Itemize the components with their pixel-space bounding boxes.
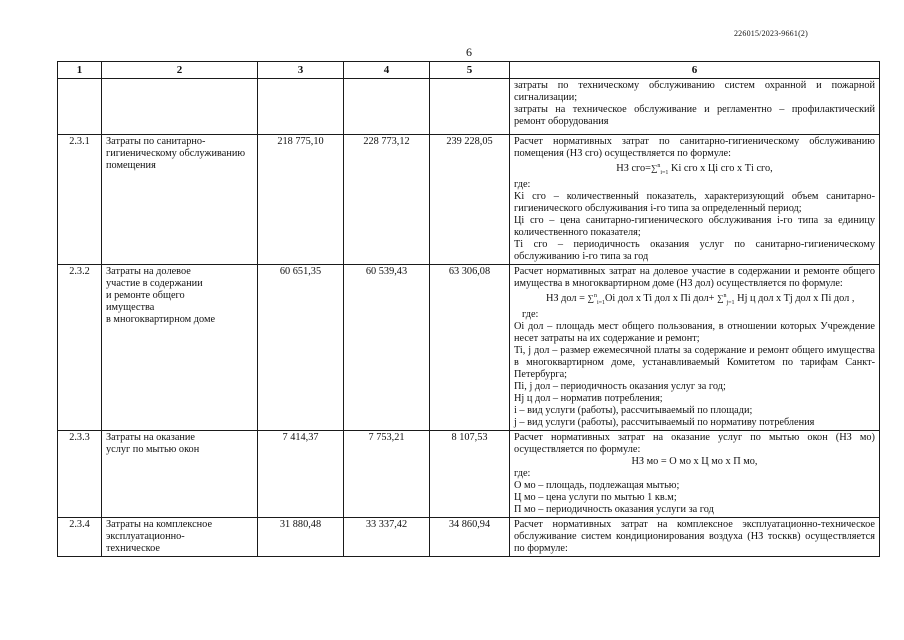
row-description: [510, 79, 880, 135]
table-row-continuation: [58, 79, 880, 135]
description-line: О мо – площадь, подлежащая мытью;: [514, 479, 680, 491]
description-intro: Расчет нормативных затрат по санитарно-гигиеническому обслуживанию помещения (НЗ сго) осуществляется по формуле:: [514, 136, 875, 159]
table-row: [58, 135, 880, 265]
row-value-2: 228 773,12: [344, 135, 430, 265]
description-line: Oi дол – площадь мест общего пользования, в отношении которых Учреждение несет затраты на их содержание и ремонт;: [514, 320, 875, 344]
row-description: [510, 517, 880, 556]
table-row: [58, 430, 880, 517]
description-line: Ti, j дол – размер ежемесячной платы за содержание и ремонт общего имущества в многоквартирном доме, устанавливаемый Комитетом по тарифам Санкт-Петербурга;: [514, 344, 875, 380]
description-intro: Расчет нормативных затрат на комплексное эксплуатационно-техническое обслуживание систем кондиционирования воздуха (НЗ тосккв) осуществляется по формуле:: [514, 518, 875, 554]
where-label: где:: [522, 308, 539, 320]
col-header-1: 1: [58, 62, 102, 79]
row-value-2: 7 753,21: [344, 430, 430, 517]
description-line: j – вид услуги (работы), рассчитываемый по нормативу потребления: [514, 416, 815, 428]
description-line: Hj ц дол – норматив потребления;: [514, 392, 663, 404]
col-header-4: 4: [344, 62, 430, 79]
table-row: [58, 264, 880, 430]
row-name: Затраты на комплексное эксплуатационно- техническое: [102, 517, 258, 556]
description-line: Тi сго – периодичность оказания услуг по санитарно-гигиеническому обслуживанию i-го типа за год: [514, 238, 875, 262]
description-line: затраты на техническое обслуживание и регламентно – профилактический ремонт оборудования: [514, 104, 875, 127]
row-name: Затраты на долевое участие в содержании и ремонте общего имущества в многоквартирном доме: [102, 264, 258, 430]
description-line: П мо – периодичность оказания услуги за год: [514, 503, 714, 515]
table-header-row: [58, 62, 880, 79]
description-line: Цi сго – цена санитарно-гигиенического обслуживания i-го типа за единицу количественного показателя;: [514, 214, 875, 238]
where-label: где:: [514, 178, 531, 190]
page-number: 6: [466, 45, 472, 59]
row-number: 2.3.1: [58, 135, 102, 265]
row-name: Затраты по санитарно-гигиеническому обслуживанию помещения: [102, 135, 258, 265]
row-value-3: 63 306,08: [430, 264, 510, 430]
row-number: 2.3.3: [58, 430, 102, 517]
row-value-1: 218 775,10: [258, 135, 344, 265]
row-number: 2.3.2: [58, 264, 102, 430]
row-value-2: 60 539,43: [344, 264, 430, 430]
description-line: Ц мо – цена услуги по мытью 1 кв.м;: [514, 491, 677, 503]
description-line: Ki сго – количественный показатель, характеризующий объем санитарно-гигиенического обслуживания i-го типа за определенный период;: [514, 190, 875, 214]
description-line: i – вид услуги (работы), рассчитываемый по площади;: [514, 404, 753, 416]
row-description: [510, 430, 880, 517]
row-value-2: 33 337,42: [344, 517, 430, 556]
document-id: 226015/2023-9661(2): [733, 29, 808, 38]
row-number: 2.3.4: [58, 517, 102, 556]
description-line: затраты по техническому обслуживанию систем охранной и пожарной сигнализации;: [514, 80, 875, 103]
cost-table: [57, 61, 880, 557]
table-row: [58, 517, 880, 556]
row-name: Затраты на оказание услуг по мытью окон: [102, 430, 258, 517]
formula: НЗ сго=∑$^n_{i=1}$ Ki сго x Цi сго x Тi сго,: [616, 163, 773, 176]
row-description: [510, 264, 880, 430]
where-label: где:: [514, 467, 531, 479]
col-header-3: 3: [258, 62, 344, 79]
row-value-1: 60 651,35: [258, 264, 344, 430]
description-line: Пi, j дол – периодичность оказания услуг за год;: [514, 380, 726, 392]
row-value-3: 34 860,94: [430, 517, 510, 556]
col-header-2: 2: [102, 62, 258, 79]
formula: НЗ дол = ∑$^n_{i=1}$Oi дол x Ti дол x Пi дол+ ∑$^n_{j=1}$ Hj ц дол x Tj дол x Пi дол ,: [546, 292, 855, 306]
description-intro: Расчет нормативных затрат на оказание услуг по мытью окон (НЗ мо) осуществляется по формуле:: [514, 431, 875, 455]
col-header-5: 5: [430, 62, 510, 79]
col-header-6: 6: [510, 62, 880, 79]
row-description: [510, 135, 880, 265]
row-value-3: 239 228,05: [430, 135, 510, 265]
row-value-1: 31 880,48: [258, 517, 344, 556]
description-intro: Расчет нормативных затрат на долевое участие в содержании и ремонте общего имущества в многоквартирном доме (НЗ дол) осуществляется по формуле:: [514, 265, 875, 289]
formula: НЗ мо = О мо x Ц мо x П мо,: [631, 455, 758, 467]
row-value-1: 7 414,37: [258, 430, 344, 517]
row-value-3: 8 107,53: [430, 430, 510, 517]
